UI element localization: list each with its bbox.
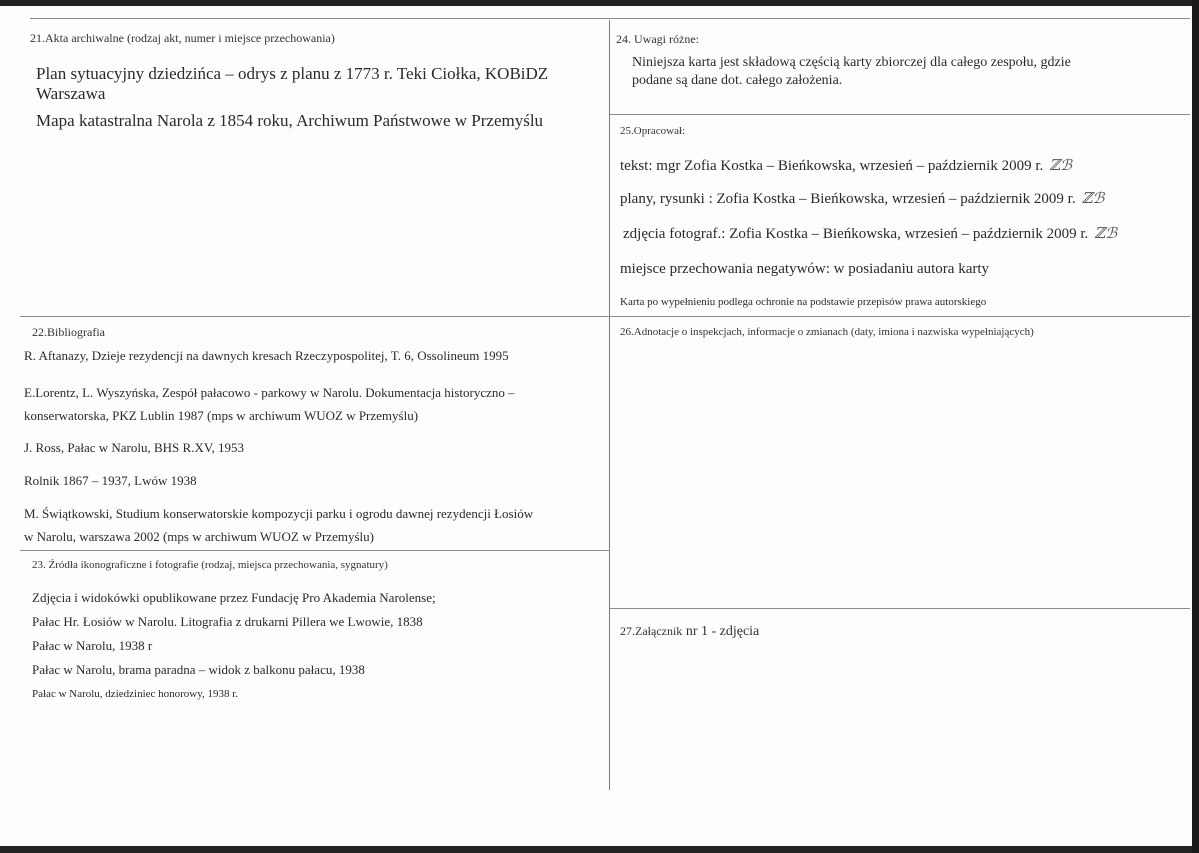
- author-plans-value: plany, rysunki : Zofia Kostka – Bieńkowska, wrzesień – październik 2009 r.: [620, 191, 1076, 207]
- bibliography-entry: M. Świątkowski, Studium konserwatorskie kompozycji parku i ogrodu dawnej rezydencji Łosiów: [24, 506, 534, 521]
- section-24-label: 24. Uwagi różne:: [616, 32, 699, 46]
- rule-22-23: [20, 550, 610, 551]
- bibliography-entry: w Narolu, warszawa 2002 (mps w archiwum WUOZ w Przemyślu): [24, 529, 374, 544]
- column-divider: [609, 20, 610, 790]
- section-21-label: 21.Akta archiwalne (rodzaj akt, numer i miejsce przechowania): [30, 31, 335, 45]
- section-27-label: [620, 624, 759, 640]
- rule-26-27: [610, 608, 1190, 609]
- section-27-attachment: nr 1 - zdjęcia: [682, 624, 760, 639]
- section-27-label-text: 27.Załącznik: [620, 624, 683, 638]
- rule-21-22: [20, 316, 1190, 317]
- bibliography-entry: R. Aftanazy, Dzieje rezydencji na dawnych kresach Rzeczypospolitej, T. 6, Ossolineum 1995: [24, 348, 509, 363]
- iconography-entry: Zdjęcia i widokówki opublikowane przez Fundację Pro Akademia Narolense;: [32, 590, 436, 605]
- iconography-entry: Pałac w Narolu, brama paradna – widok z balkonu pałacu, 1938: [32, 662, 365, 677]
- section-24-line-1: Niniejsza karta jest składową częścią karty zbiorczej dla całego zespołu, gdzie: [632, 55, 1071, 70]
- negatives-storage-line: miejsce przechowania negatywów: w posiadaniu autora karty: [620, 261, 990, 277]
- iconography-entry: Pałac w Narolu, 1938 r: [32, 638, 153, 653]
- copyright-note: Karta po wypełnieniu podlega ochronie na podstawie przepisów prawa autorskiego: [620, 296, 987, 308]
- section-21-line-1: Plan sytuacyjny dziedzińca – odrys z planu z 1773 r. Teki Ciołka, KOBiDZ: [36, 64, 549, 83]
- scan-border-top: [0, 0, 1199, 6]
- author-text-line: [620, 156, 1072, 175]
- signature-mark: ℤℬ: [1081, 189, 1105, 207]
- section-22-label: 22.Bibliografia: [32, 325, 105, 339]
- signature-mark: ℤℬ: [1049, 156, 1072, 174]
- bibliography-entry: konserwatorska, PKZ Lublin 1987 (mps w archiwum WUOZ w Przemyślu): [24, 408, 419, 423]
- scan-edge-right: [1192, 0, 1199, 853]
- author-photos-value: zdjęcia fotograf.: Zofia Kostka – Bieńkowska, wrzesień – październik 2009 r.: [623, 226, 1089, 242]
- iconography-entry: Pałac w Narolu, dziedziniec honorowy, 1938 r.: [32, 688, 239, 700]
- section-23-label: 23. Źródła ikonograficzne i fotografie (rodzaj, miejsca przechowania, sygnatury): [32, 559, 388, 571]
- section-26-label: 26.Adnotacje o inspekcjach, informacje o zmianach (daty, imiona i nazwiska wypełniających): [620, 326, 1034, 338]
- rule-24-25: [610, 114, 1190, 115]
- top-rule: [30, 18, 1190, 19]
- bibliography-entry: E.Lorentz, L. Wyszyńska, Zespół pałacowo - parkowy w Narolu. Dokumentacja historyczno –: [24, 385, 515, 400]
- bibliography-entry: Rolnik 1867 – 1937, Lwów 1938: [24, 473, 197, 488]
- section-21-line-2: Warszawa: [36, 84, 106, 103]
- scan-border-bottom: [0, 846, 1199, 853]
- author-photos-line: [623, 224, 1117, 243]
- bibliography-entry: J. Ross, Pałac w Narolu, BHS R.XV, 1953: [24, 440, 245, 455]
- author-text-value: tekst: mgr Zofia Kostka – Bieńkowska, wrzesień – październik 2009 r.: [620, 158, 1044, 174]
- section-21-line-3: Mapa katastralna Narola z 1854 roku, Archiwum Państwowe w Przemyślu: [36, 111, 544, 130]
- signature-mark: ℤℬ: [1094, 224, 1118, 242]
- iconography-entry: Pałac Hr. Łosiów w Narolu. Litografia z drukarni Pillera we Lwowie, 1838: [32, 614, 423, 629]
- author-plans-line: [620, 189, 1104, 208]
- section-25-label: 25.Opracował:: [620, 125, 686, 137]
- section-24-line-2: podane są dane dot. całego założenia.: [632, 73, 843, 88]
